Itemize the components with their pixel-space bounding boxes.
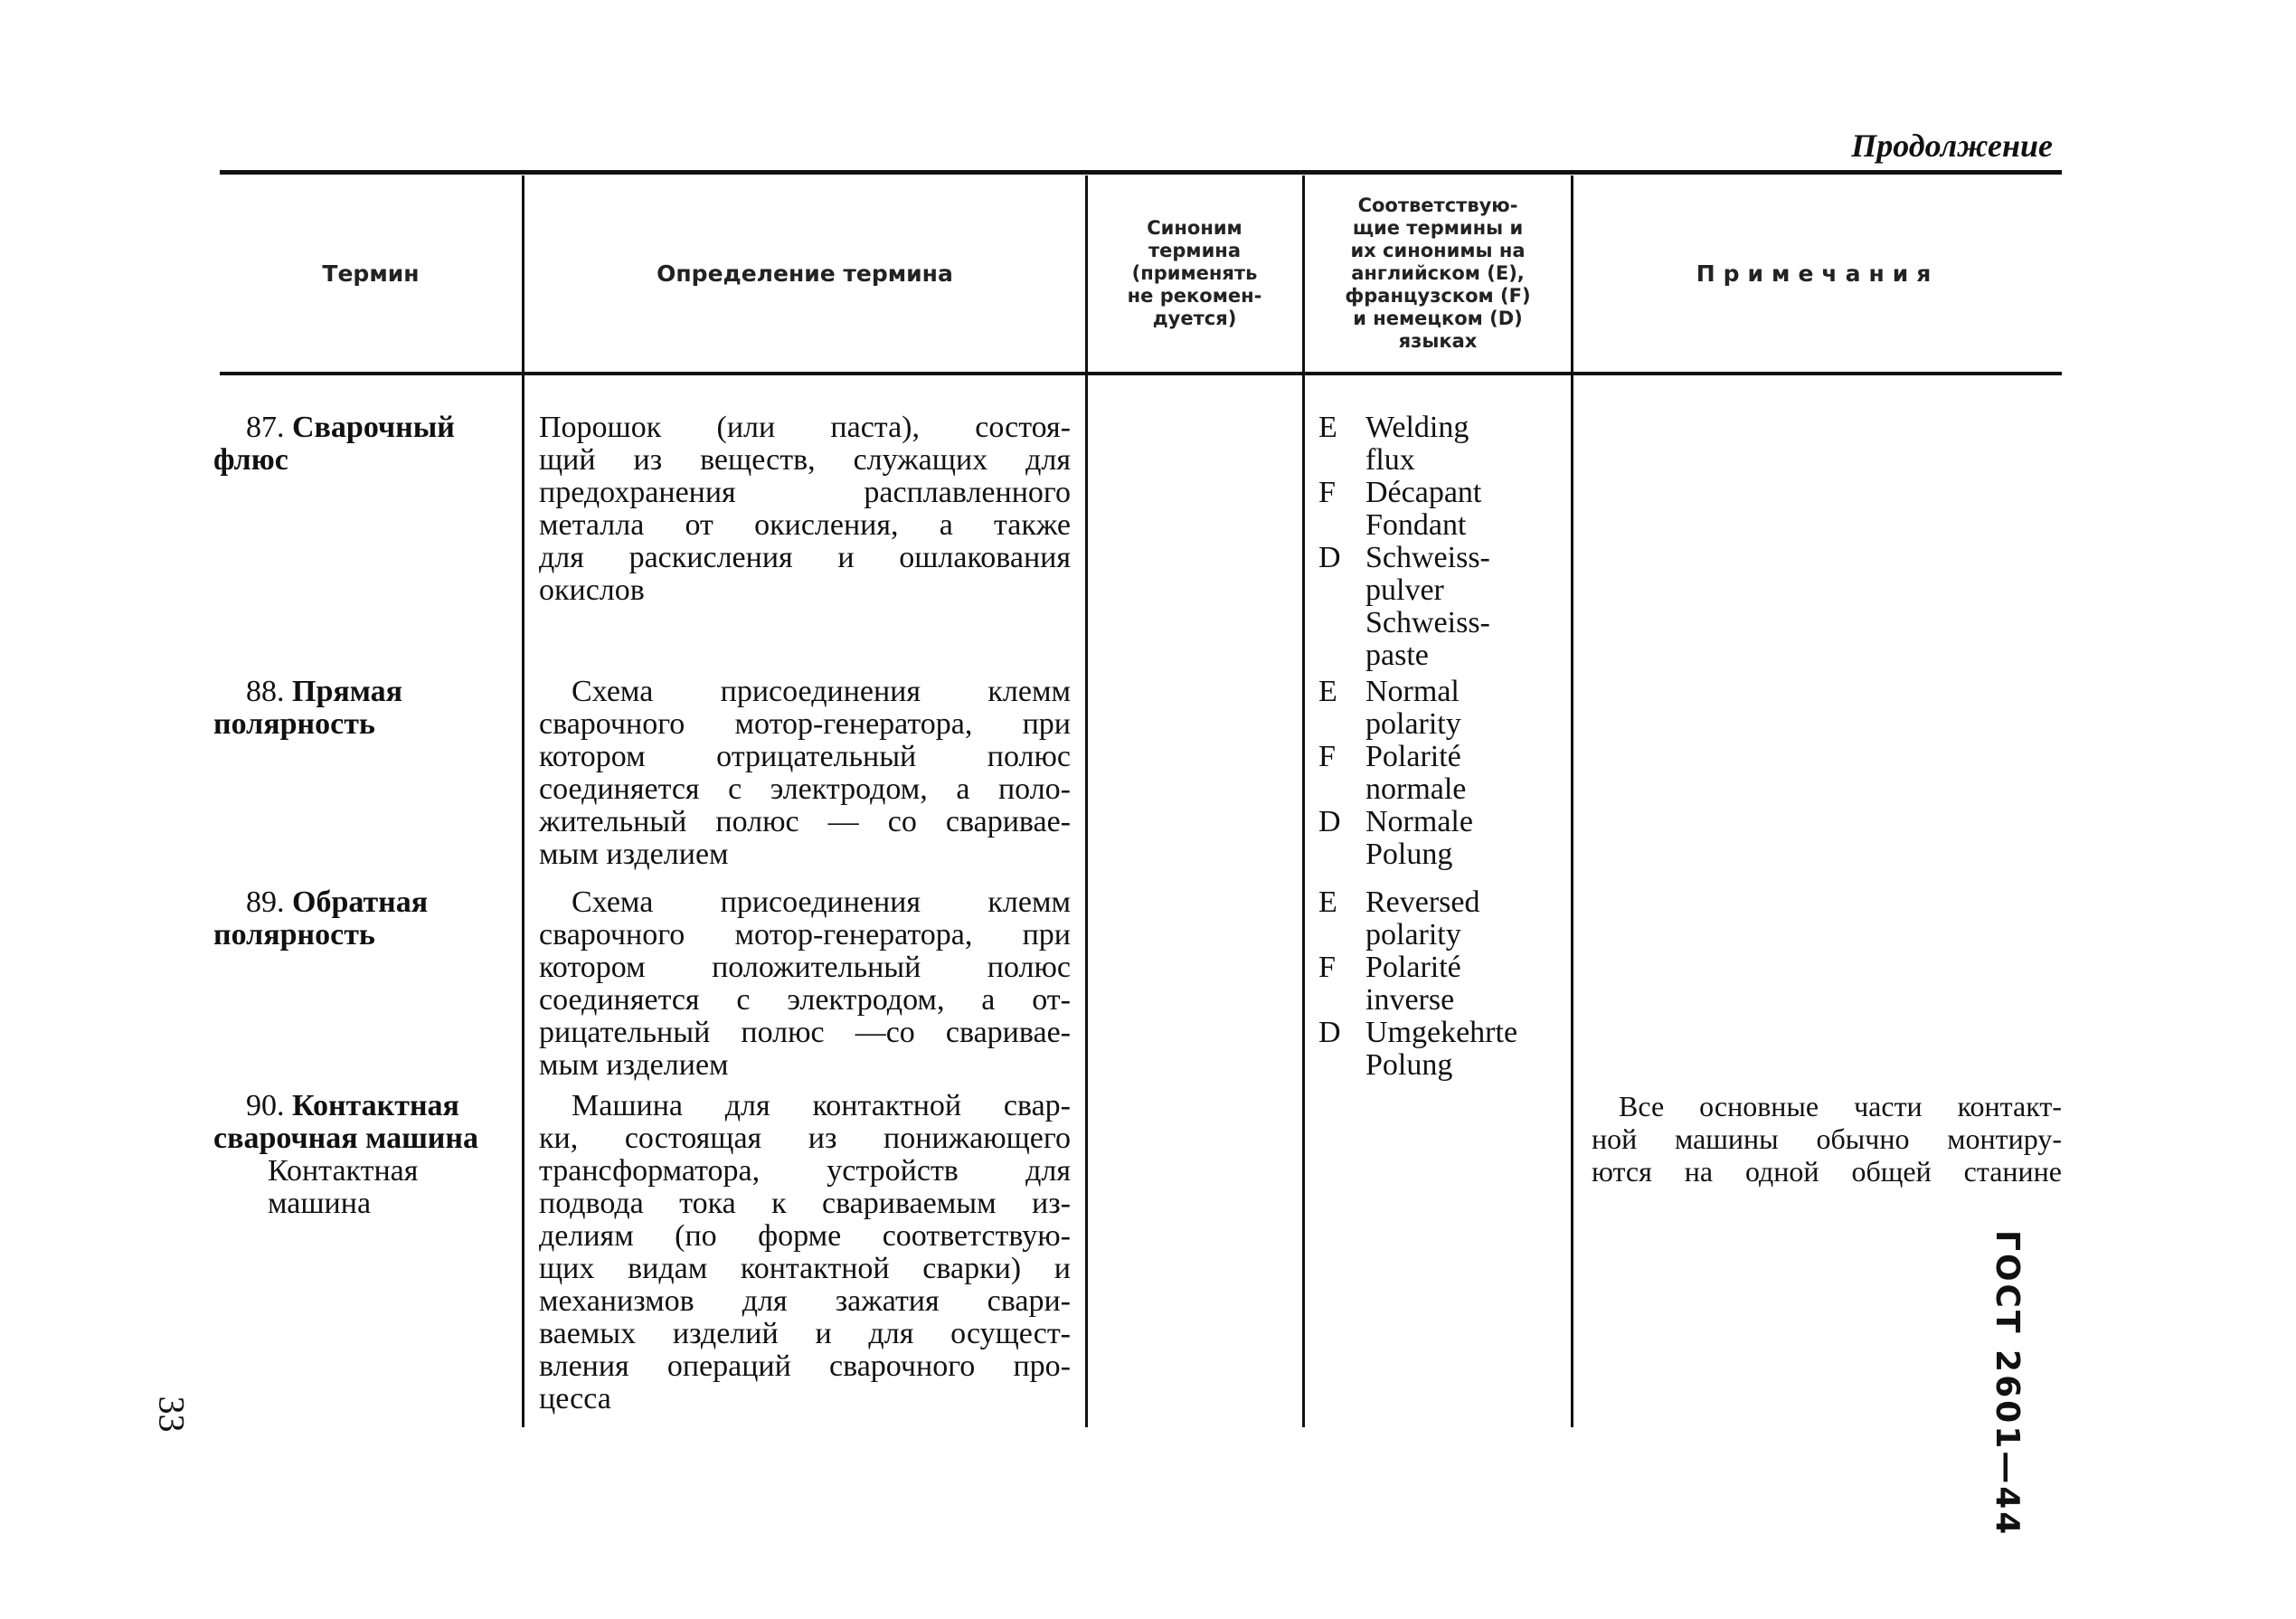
note-90: Все основные части контакт- ной машины обычно монтиру- ются на одной общей станине (1592, 1090, 2062, 1188)
term-88: 88. Прямая полярность (213, 675, 403, 741)
definition-89: Схема присоединения клемм сварочного мотор-генератора, при котором положительный полюс соединяется с электродом, а от- рицательный полюс —со свариваe- мым изделием (539, 885, 1071, 1082)
top-rule (220, 170, 2062, 175)
continuation-label: Продолжение (1851, 128, 2053, 164)
equivalents-88: E Normal polarity F Polarité normale D Normale Polung (1318, 675, 1473, 871)
header-bottom-rule (220, 372, 2062, 375)
standard-side-label: ГОСТ 2601—44 (1989, 1230, 2026, 1538)
definition-87: Порошок (или паста), состоя- щий из веществ, служащих для предохранения расплавленного металла от окисления, а также для раскисления и ошлакования окислов (539, 411, 1071, 607)
term-90: 90. Контактная сварочная машина Контактная машина (213, 1089, 478, 1220)
header-notes: Примечания (1696, 260, 1940, 287)
definition-88: Схема присоединения клемм сварочного мотор-генератора, при котором отрицательный полюс соединяется с электродом, а поло- жительный полюс — со свариваe- мым изделием (539, 675, 1071, 871)
header-equivalents: Соответствую- щие термины и их синонимы на английском (E), французском (F) и немецком (D) языках (1345, 194, 1531, 352)
term-87: 87. Сварочный флюс (213, 411, 455, 477)
term-89: 89. Обратная полярность (213, 885, 429, 952)
definition-90: Машина для контактной свар- ки, состоящая из понижающего трансформатора, устройств для подвода тока к свариваемым из- делиям (по форме соответствую- щих видам контактной сварки) и механизмов для зажатия свари- ваемых изделий и для осущест- вления операций сварочного про- цесса (539, 1089, 1071, 1415)
equivalents-87: E Welding flux F Décapant Fondant D Schweiss- pulver Schweiss- paste (1318, 411, 1490, 672)
header-term: Термин (322, 260, 420, 287)
header-synonym: Синоним термина (применять не рекомен- дуется) (1127, 216, 1262, 329)
header-definition: Определение термина (657, 260, 953, 287)
equivalents-89: E Reversed polarity F Polarité inverse D Umgekehrte Polung (1318, 885, 1518, 1082)
page-number: 33 (151, 1396, 193, 1433)
